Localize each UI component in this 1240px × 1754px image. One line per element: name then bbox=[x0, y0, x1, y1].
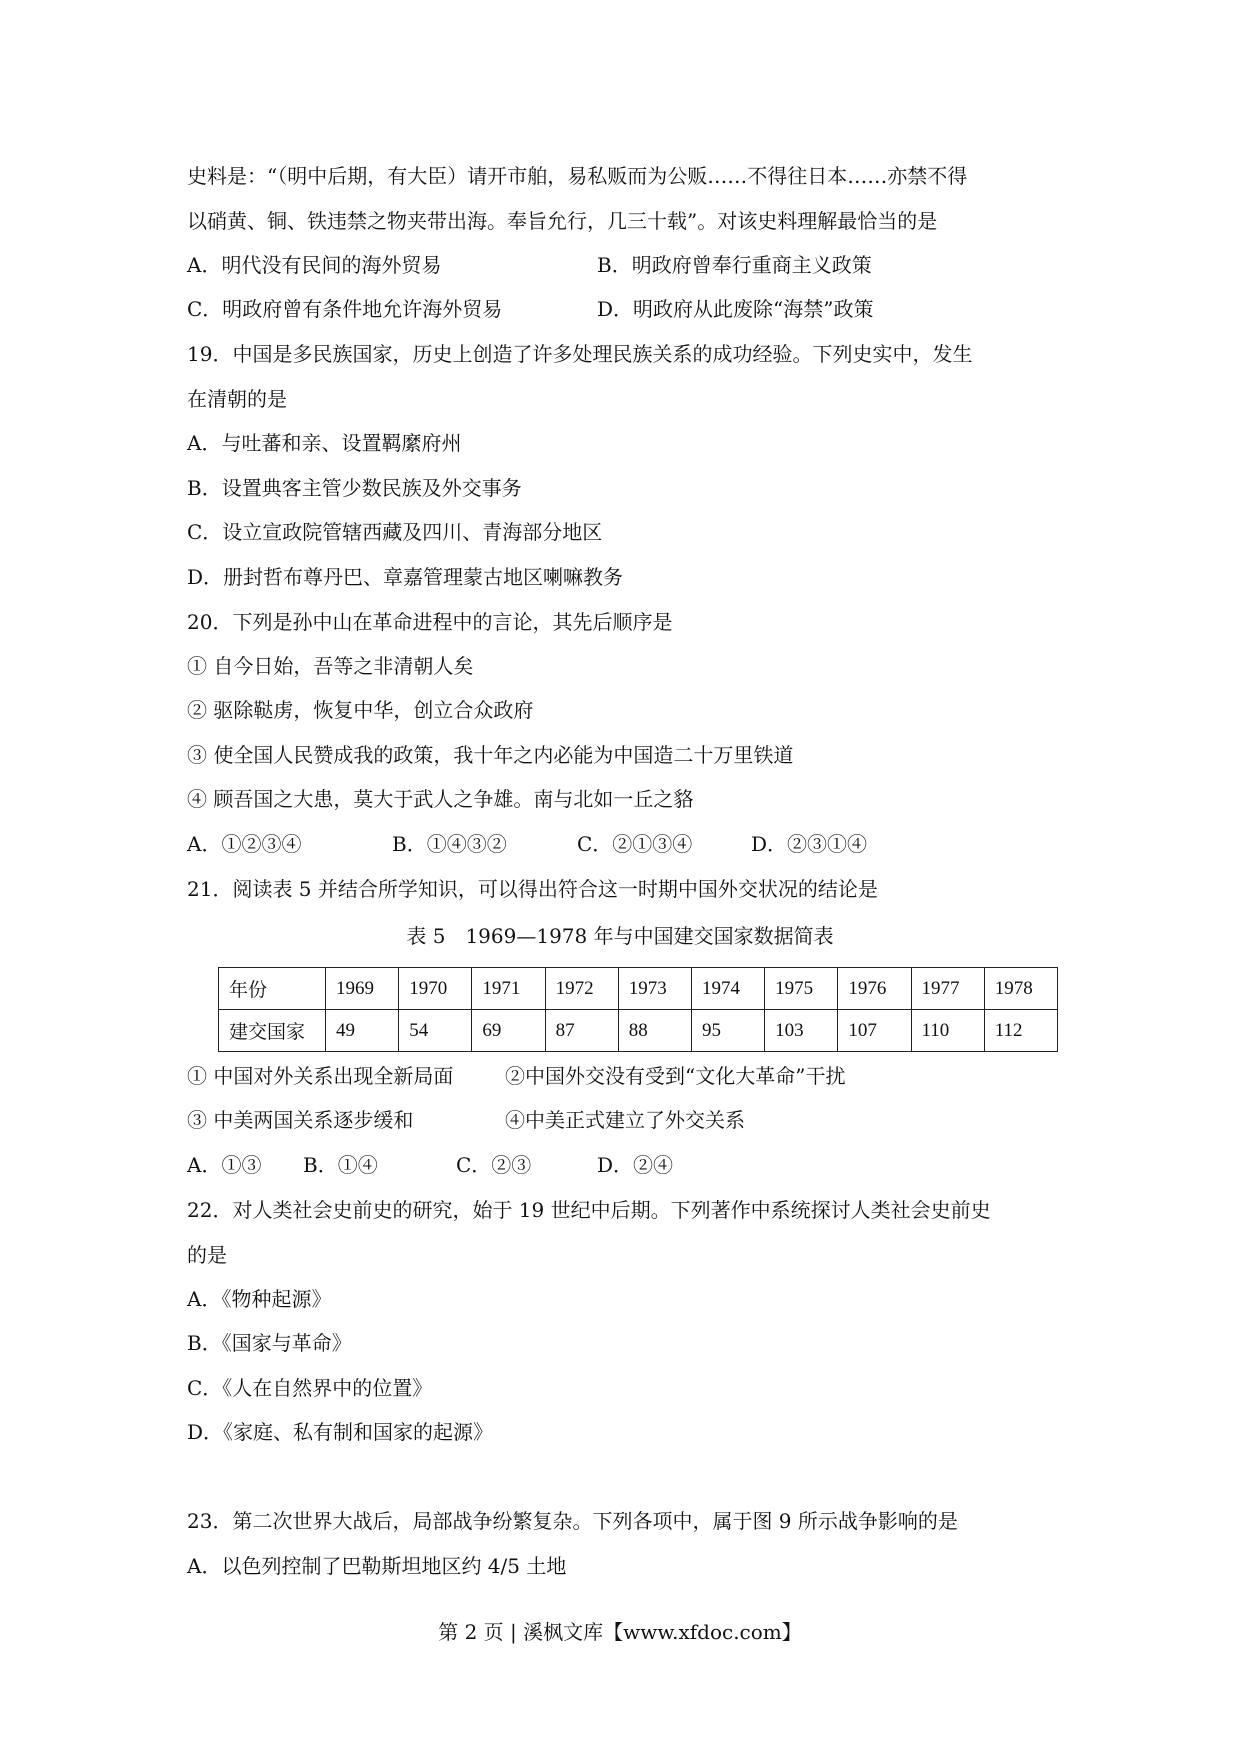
q20-option-c: C．②①③④ bbox=[577, 832, 693, 856]
diplomatic-relations-table bbox=[218, 967, 1058, 1052]
q22-option-d: D．《家庭、私有制和国家的起源》 bbox=[187, 1420, 494, 1444]
table-cell: 1971 bbox=[472, 968, 545, 1010]
q22-option-b: B．《国家与革命》 bbox=[187, 1331, 352, 1355]
q20-option-d: D．②③①④ bbox=[751, 832, 868, 856]
table-cell: 1977 bbox=[911, 968, 984, 1010]
table-cell: 87 bbox=[545, 1010, 618, 1052]
q18-option-b: B．明政府曾奉行重商主义政策 bbox=[597, 253, 872, 277]
table-cell: 107 bbox=[838, 1010, 911, 1052]
table-cell: 1972 bbox=[545, 968, 618, 1010]
q18-stem-line1: 史料是：“（明中后期，有大臣）请开市舶，易私贩而为公贩……不得往日本……亦禁不得 bbox=[187, 164, 968, 188]
q20-option-b: B．①④③② bbox=[392, 832, 507, 856]
q20-statement-1: ① 自今日始，吾等之非清朝人矣 bbox=[187, 654, 474, 678]
q22-option-a: A．《物种起源》 bbox=[187, 1287, 332, 1311]
table-cell: 1973 bbox=[618, 968, 691, 1010]
table-row-counts bbox=[219, 1010, 1058, 1052]
q21-option-c: C．②③ bbox=[456, 1153, 532, 1177]
table-cell: 54 bbox=[399, 1010, 472, 1052]
q19-option-d: D．册封哲布尊丹巴、章嘉管理蒙古地区喇嘛教务 bbox=[187, 565, 624, 589]
q19-stem-line2: 在清朝的是 bbox=[187, 387, 287, 411]
table-cell: 1970 bbox=[399, 968, 472, 1010]
q21-option-b: B．①④ bbox=[303, 1153, 378, 1177]
q19-option-c: C．设立宣政院管辖西藏及四川、青海部分地区 bbox=[187, 520, 603, 544]
q19-option-a: A．与吐蕃和亲、设置羁縻府州 bbox=[187, 431, 462, 455]
q21-statement-3: ③ 中美两国关系逐步缓和 bbox=[187, 1108, 414, 1132]
table-cell: 88 bbox=[618, 1010, 691, 1052]
q18-option-d: D．明政府从此废除“海禁”政策 bbox=[597, 297, 874, 321]
table-caption: 表 5 1969—1978 年与中国建交国家数据简表 bbox=[406, 924, 834, 948]
table-cell-count-label: 建交国家 bbox=[219, 1010, 326, 1052]
q21-statement-4: ④中美正式建立了外交关系 bbox=[505, 1108, 745, 1132]
q21-option-d: D．②④ bbox=[597, 1153, 674, 1177]
table-cell: 112 bbox=[984, 1010, 1057, 1052]
page-footer: 第 2 页 | 溪枫文库【www.xfdoc.com】 bbox=[438, 1620, 802, 1644]
q19-option-b: B．设置典客主管少数民族及外交事务 bbox=[187, 476, 522, 500]
table-cell: 1976 bbox=[838, 968, 911, 1010]
table-cell: 49 bbox=[326, 1010, 399, 1052]
table-row-years bbox=[219, 968, 1058, 1010]
table-cell: 110 bbox=[911, 1010, 984, 1052]
table-cell: 69 bbox=[472, 1010, 545, 1052]
q18-stem-line2: 以硝黄、铜、铁违禁之物夹带出海。奉旨允行，几三十载”。对该史料理解最恰当的是 bbox=[187, 209, 938, 233]
q20-stem: 20．下列是孙中山在革命进程中的言论，其先后顺序是 bbox=[187, 610, 673, 634]
q21-statement-2: ②中国外交没有受到“文化大革命”干扰 bbox=[505, 1064, 846, 1088]
q23-option-a: A．以色列控制了巴勒斯坦地区约 4/5 土地 bbox=[187, 1554, 567, 1578]
q18-option-a: A．明代没有民间的海外贸易 bbox=[187, 253, 442, 277]
q22-option-c: C．《人在自然界中的位置》 bbox=[187, 1376, 433, 1400]
q22-stem-line1: 22．对人类社会史前史的研究，始于 19 世纪中后期。下列著作中系统探讨人类社会史前史 bbox=[187, 1198, 991, 1222]
table-cell-year-label: 年份 bbox=[219, 968, 326, 1010]
q21-stem: 21．阅读表 5 并结合所学知识，可以得出符合这一时期中国外交状况的结论是 bbox=[187, 877, 878, 901]
table-cell: 103 bbox=[765, 1010, 838, 1052]
q20-statement-2: ② 驱除鞑虏，恢复中华，创立合众政府 bbox=[187, 698, 534, 722]
table-cell: 1978 bbox=[984, 968, 1057, 1010]
q20-option-a: A．①②③④ bbox=[187, 832, 302, 856]
q22-stem-line2: 的是 bbox=[187, 1243, 227, 1267]
q20-statement-4: ④ 顾吾国之大患，莫大于武人之争雄。南与北如一丘之貉 bbox=[187, 787, 694, 811]
q23-stem: 23．第二次世界大战后，局部战争纷繁复杂。下列各项中，属于图 9 所示战争影响的是 bbox=[187, 1509, 958, 1533]
q20-statement-3: ③ 使全国人民赞成我的政策，我十年之内必能为中国造二十万里铁道 bbox=[187, 743, 794, 767]
table-cell: 1975 bbox=[765, 968, 838, 1010]
table-cell: 1974 bbox=[691, 968, 764, 1010]
table-cell: 95 bbox=[691, 1010, 764, 1052]
q21-statement-1: ① 中国对外关系出现全新局面 bbox=[187, 1064, 454, 1088]
q18-option-c: C．明政府曾有条件地允许海外贸易 bbox=[187, 297, 503, 321]
table-cell: 1969 bbox=[326, 968, 399, 1010]
q19-stem-line1: 19．中国是多民族国家，历史上创造了许多处理民族关系的成功经验。下列史实中，发生 bbox=[187, 342, 973, 366]
q21-option-a: A．①③ bbox=[187, 1153, 262, 1177]
